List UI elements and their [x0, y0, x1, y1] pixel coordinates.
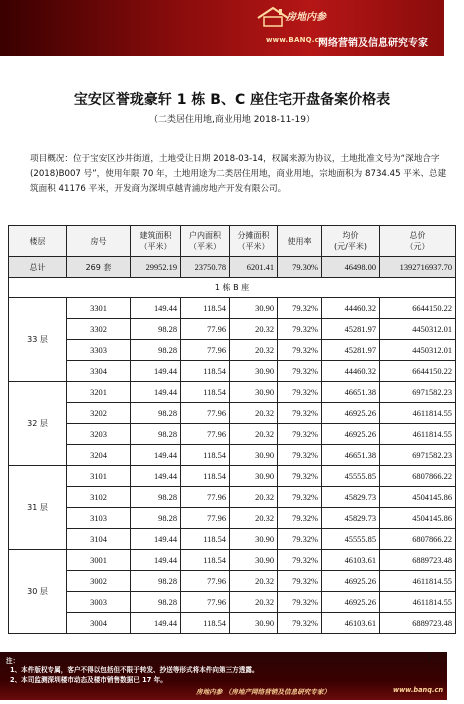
table-header-row [9, 226, 456, 257]
total-shared-area: 6201.41 [230, 257, 278, 278]
cell-room: 3202 [67, 403, 131, 424]
total-usage-rate: 79.30% [278, 257, 322, 278]
footer-banner [0, 652, 447, 700]
cell-shared-area: 30.90 [230, 466, 278, 487]
table-row [9, 487, 456, 508]
cell-total-price: 6644150.22 [380, 361, 456, 382]
table-row [9, 571, 456, 592]
cell-usage-rate: 79.32% [278, 403, 322, 424]
cell-gross-area: 98.28 [131, 340, 181, 361]
cell-unit-price: 45829.73 [322, 508, 380, 529]
cell-usage-rate: 79.32% [278, 424, 322, 445]
section-label: 1 栋 B 座 [9, 278, 456, 298]
footer-note-2: 2、本司监测深圳楼市动态及楼市销售数据已 17 年。 [10, 676, 167, 684]
cell-room: 3301 [67, 298, 131, 319]
house-logo-icon [256, 6, 290, 28]
cell-usage-rate: 79.32% [278, 445, 322, 466]
cell-usage-rate: 79.32% [278, 298, 322, 319]
cell-inner-area: 77.96 [181, 487, 230, 508]
cell-usage-rate: 79.32% [278, 466, 322, 487]
total-total-price: 1392716937.70 [380, 257, 456, 278]
table-row [9, 592, 456, 613]
table-row [9, 298, 456, 319]
cell-unit-price: 46925.26 [322, 403, 380, 424]
project-overview: 项目概况：位于宝安区沙井街道，土地受让日期 2018-03-14，权属来源为协议，土地批准文号为“深地合字(2018)B007 号”，使用年限 70 年，土地用途为二类居住用地，商业用地，宗地面积为 8734.45 平米、总建筑面积 41176 平米，开发商为深圳卓越青浦房地产开发有限公司。 [30, 154, 447, 194]
header-floor: 楼层 [9, 226, 67, 257]
document-title: 宝安区誉珑豪轩 1 栋 B、C 座住宅开盘备案价格表 [73, 92, 391, 108]
price-table [8, 225, 456, 634]
table-row [9, 529, 456, 550]
table-row [9, 613, 456, 634]
cell-usage-rate: 79.32% [278, 550, 322, 571]
cell-usage-rate: 79.32% [278, 571, 322, 592]
cell-inner-area: 77.96 [181, 340, 230, 361]
header-room: 房号 [67, 226, 131, 257]
cell-inner-area: 118.54 [181, 613, 230, 634]
cell-usage-rate: 79.32% [278, 613, 322, 634]
cell-room: 3302 [67, 319, 131, 340]
cell-inner-area: 77.96 [181, 508, 230, 529]
table-body [9, 257, 456, 634]
cell-shared-area: 30.90 [230, 382, 278, 403]
cell-room: 3101 [67, 466, 131, 487]
cell-total-price: 6971582.23 [380, 445, 456, 466]
footer-note-1: 1、本件版权专属，客户不得以包括但不限于转发、抄送等形式将本件向第三方透露。 [10, 666, 259, 674]
total-unit-price: 46498.00 [322, 257, 380, 278]
cell-shared-area: 30.90 [230, 445, 278, 466]
cell-total-price: 6971582.23 [380, 382, 456, 403]
cell-unit-price: 46925.26 [322, 571, 380, 592]
header-unit-price [322, 226, 380, 257]
cell-shared-area: 30.90 [230, 298, 278, 319]
cell-total-price: 4611814.55 [380, 592, 456, 613]
header-unit-price-text: 均价 (元/平米) [334, 231, 367, 251]
cell-room: 3304 [67, 361, 131, 382]
cell-room: 3003 [67, 592, 131, 613]
cell-total-price: 4611814.55 [380, 571, 456, 592]
cell-usage-rate: 79.32% [278, 319, 322, 340]
cell-gross-area: 149.44 [131, 613, 181, 634]
cell-usage-rate: 79.32% [278, 382, 322, 403]
cell-room: 3201 [67, 382, 131, 403]
cell-gross-area: 149.44 [131, 550, 181, 571]
footer-site: www.banq.cn [393, 686, 444, 694]
cell-usage-rate: 79.32% [278, 487, 322, 508]
cell-gross-area: 149.44 [131, 466, 181, 487]
cell-total-price: 4504145.86 [380, 487, 456, 508]
cell-unit-price: 45281.97 [322, 319, 380, 340]
table-row [9, 382, 456, 403]
cell-shared-area: 20.32 [230, 340, 278, 361]
cell-total-price: 4450312.01 [380, 319, 456, 340]
cell-usage-rate: 79.32% [278, 529, 322, 550]
header-inner-area [181, 226, 230, 257]
footer-brand: 房地内参 （房地产网络营销及信息研究专家） [196, 688, 331, 696]
cell-inner-area: 118.54 [181, 298, 230, 319]
cell-usage-rate: 79.32% [278, 340, 322, 361]
cell-inner-area: 118.54 [181, 550, 230, 571]
cell-shared-area: 20.32 [230, 571, 278, 592]
brand-site: www.BANQ.cn [266, 36, 325, 44]
cell-shared-area: 20.32 [230, 508, 278, 529]
cell-usage-rate: 79.32% [278, 508, 322, 529]
cell-unit-price: 44460.32 [322, 361, 380, 382]
cell-unit-price: 45281.97 [322, 340, 380, 361]
cell-usage-rate: 79.32% [278, 361, 322, 382]
cell-inner-area: 77.96 [181, 319, 230, 340]
cell-room: 3103 [67, 508, 131, 529]
cell-shared-area: 30.90 [230, 550, 278, 571]
table-row [9, 340, 456, 361]
cell-inner-area: 77.96 [181, 571, 230, 592]
cell-gross-area: 149.44 [131, 382, 181, 403]
cell-unit-price: 46651.38 [322, 382, 380, 403]
total-row [9, 257, 456, 278]
cell-total-price: 6807866.22 [380, 529, 456, 550]
cell-unit-price: 44460.32 [322, 298, 380, 319]
header-banner [0, 0, 464, 62]
cell-unit-price: 45829.73 [322, 487, 380, 508]
cell-unit-price: 46103.61 [322, 550, 380, 571]
page-number: 1 [427, 652, 432, 662]
cell-gross-area: 98.28 [131, 319, 181, 340]
cell-usage-rate: 79.32% [278, 592, 322, 613]
header-gross-area-text: 建筑面积 （平米） [139, 231, 172, 251]
cell-total-price: 4611814.55 [380, 403, 456, 424]
cell-room: 3104 [67, 529, 131, 550]
cell-inner-area: 118.54 [181, 361, 230, 382]
cell-inner-area: 118.54 [181, 466, 230, 487]
brand-tagline: 网络营销及信息研究专家 [318, 38, 428, 49]
cell-gross-area: 149.44 [131, 298, 181, 319]
cell-inner-area: 77.96 [181, 592, 230, 613]
floor-label: 32 层 [9, 382, 67, 466]
cell-shared-area: 20.32 [230, 592, 278, 613]
cell-gross-area: 98.28 [131, 487, 181, 508]
total-inner-area: 23750.78 [181, 257, 230, 278]
cell-inner-area: 77.96 [181, 403, 230, 424]
footer-note-title: 注： [6, 657, 20, 665]
section-row [9, 278, 456, 298]
cell-unit-price: 46925.26 [322, 424, 380, 445]
cell-room: 3102 [67, 487, 131, 508]
cell-total-price: 6807866.22 [380, 466, 456, 487]
header-usage-rate: 使用率 [278, 226, 322, 257]
cell-shared-area: 20.32 [230, 487, 278, 508]
floor-label: 30 层 [9, 550, 67, 634]
cell-unit-price: 46925.26 [322, 592, 380, 613]
header-gross-area [131, 226, 181, 257]
cell-total-price: 4504145.86 [380, 508, 456, 529]
cell-room: 3204 [67, 445, 131, 466]
table-row [9, 319, 456, 340]
table-row [9, 550, 456, 571]
cell-room: 3001 [67, 550, 131, 571]
cell-shared-area: 20.32 [230, 403, 278, 424]
floor-label: 31 层 [9, 466, 67, 550]
cell-gross-area: 149.44 [131, 361, 181, 382]
header-total-price-text: 总价 （元） [405, 231, 430, 251]
cell-shared-area: 20.32 [230, 319, 278, 340]
header-total-price [380, 226, 456, 257]
cell-unit-price: 46651.38 [322, 445, 380, 466]
cell-inner-area: 118.54 [181, 529, 230, 550]
cell-total-price: 4611814.55 [380, 424, 456, 445]
table-row [9, 508, 456, 529]
cell-room: 3002 [67, 571, 131, 592]
cell-gross-area: 98.28 [131, 571, 181, 592]
header-shared-area [230, 226, 278, 257]
cell-room: 3203 [67, 424, 131, 445]
document-subtitle: （二类居住用地,商业用地 2018-11-19） [148, 115, 316, 125]
cell-shared-area: 30.90 [230, 529, 278, 550]
cell-room: 3303 [67, 340, 131, 361]
cell-gross-area: 98.28 [131, 403, 181, 424]
cell-total-price: 4450312.01 [380, 340, 456, 361]
floor-label: 33 层 [9, 298, 67, 382]
total-units: 269 套 [67, 257, 131, 278]
cell-total-price: 6644150.22 [380, 298, 456, 319]
cell-unit-price: 45555.85 [322, 529, 380, 550]
table-row [9, 445, 456, 466]
brand-name: 房地内参 [286, 12, 326, 23]
cell-gross-area: 98.28 [131, 592, 181, 613]
table-row [9, 466, 456, 487]
cell-unit-price: 45555.85 [322, 466, 380, 487]
total-gross-area: 29952.19 [131, 257, 181, 278]
price-table-wrapper [8, 225, 455, 634]
cell-room: 3004 [67, 613, 131, 634]
cell-shared-area: 30.90 [230, 361, 278, 382]
header-inner-area-text: 户内面积 （平米） [189, 231, 221, 251]
cell-total-price: 6889723.48 [380, 550, 456, 571]
cell-gross-area: 98.28 [131, 424, 181, 445]
cell-gross-area: 149.44 [131, 445, 181, 466]
header-shared-area-text: 分摊面积 （平米） [237, 231, 270, 251]
cell-inner-area: 77.96 [181, 424, 230, 445]
cell-shared-area: 20.32 [230, 424, 278, 445]
table-row [9, 361, 456, 382]
cell-unit-price: 46103.61 [322, 613, 380, 634]
total-label: 总计 [9, 257, 67, 278]
cell-shared-area: 30.90 [230, 613, 278, 634]
table-row [9, 403, 456, 424]
cell-inner-area: 118.54 [181, 382, 230, 403]
cell-inner-area: 118.54 [181, 445, 230, 466]
cell-gross-area: 149.44 [131, 529, 181, 550]
cell-total-price: 6889723.48 [380, 613, 456, 634]
table-row [9, 424, 456, 445]
cell-gross-area: 98.28 [131, 508, 181, 529]
